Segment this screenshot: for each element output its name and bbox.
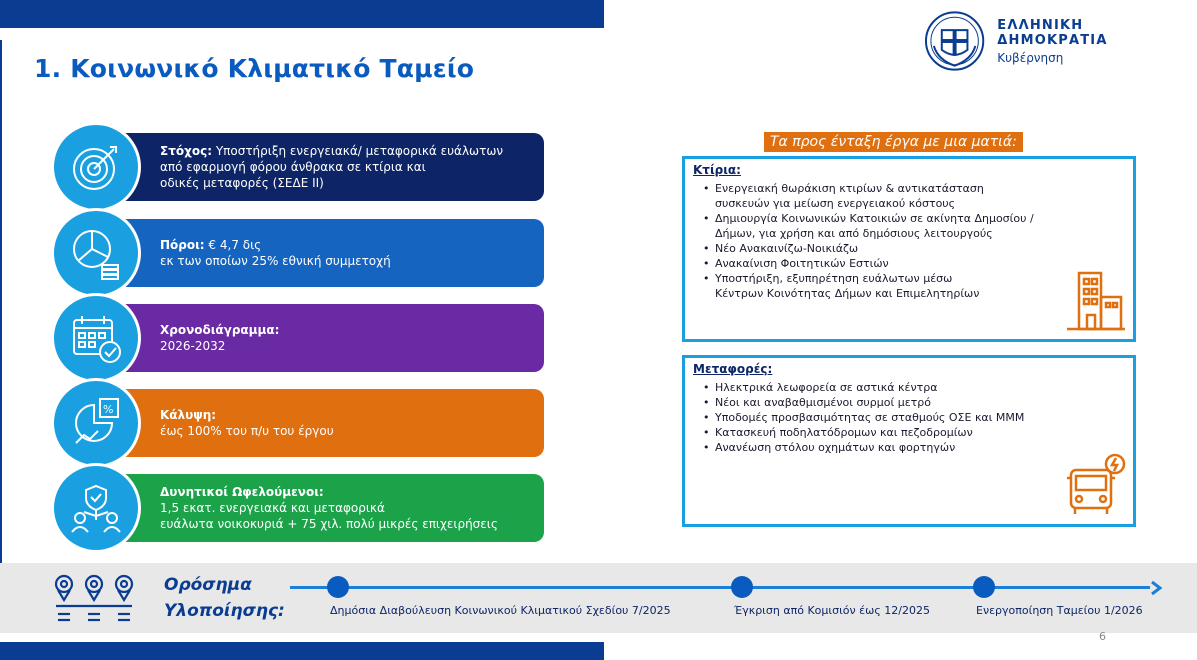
timeline-label-line1: Ορόσημα <box>164 575 252 595</box>
list-item: • Νέο Ανακαινίζω-Νοικιάζω <box>703 241 1073 256</box>
resources-band <box>102 219 544 287</box>
buildings-box <box>682 156 1136 342</box>
beneficiaries-band <box>102 474 544 542</box>
timeline-line <box>290 586 1150 589</box>
timeline-label <box>164 572 285 624</box>
list-item-continued: συσκευών για μείωση ενεργειακού κόστους <box>715 197 956 210</box>
people-shield-icon <box>54 466 138 550</box>
goal-line2: από εφαρμογή φόρου άνθρακα σε κτίρια και <box>160 160 426 174</box>
goal-line1: Υποστήριξη ενεργειακά/ μεταφορικά ευάλωτων <box>212 144 504 158</box>
transport-box <box>682 355 1136 527</box>
calendar-check-icon <box>54 296 138 380</box>
goal-row <box>54 133 544 201</box>
coverage-band <box>102 389 544 457</box>
list-item: • Δημιουργία Κοινωνικών Κατοικιών σε ακίνητα Δημοσίου / <box>703 211 1073 226</box>
goal-label: Στόχος: <box>160 144 212 158</box>
resources-line1: € 4,7 δις <box>204 238 262 252</box>
coverage-label: Κάλυψη: <box>160 408 217 422</box>
resources-label: Πόροι: <box>160 238 205 252</box>
electric-bus-icon <box>1063 452 1129 518</box>
list-item: • Ανακαίνιση Φοιτητικών Εστιών <box>703 256 1073 271</box>
beneficiaries-line2: 1,5 εκατ. ενεργειακά και μεταφορικά <box>160 501 385 515</box>
milestone-text: Ενεργοποίηση Ταμείου 1/2026 <box>976 604 1143 617</box>
list-item: • Ηλεκτρικά λεωφορεία σε αστικά κέντρα <box>703 380 1073 395</box>
target-icon <box>54 125 138 209</box>
goal-line3: οδικές μεταφορές (ΣΕΔΕ ΙΙ) <box>160 176 324 190</box>
list-item: • Υποστήριξη, εξυπηρέτηση ευάλωτων μέσω <box>703 271 1073 286</box>
beneficiaries-line3: ευάλωτα νοικοκυριά + 75 χιλ. πολύ μικρές επιχειρήσεις <box>160 517 498 531</box>
milestone-text: Δημόσια Διαβούλευση Κοινωνικού Κλιματικού Σχεδίου 7/2025 <box>330 604 671 617</box>
arrow-right-icon <box>1148 579 1166 597</box>
logo-title: ΕΛΛΗΝΙΚΗ ΔΗΜΟΚΡΑΤΙΑ <box>997 17 1108 48</box>
beneficiaries-row <box>54 474 544 542</box>
coverage-value: έως 100% του π/υ του έργου <box>160 424 334 438</box>
pie-percent-icon <box>54 381 138 465</box>
pie-coins-icon <box>54 211 138 295</box>
greek-seal-icon <box>924 10 985 72</box>
logo-subtitle: Κυβέρνηση <box>997 50 1064 65</box>
coverage-row <box>54 389 544 457</box>
building-icon <box>1063 267 1129 333</box>
buildings-list <box>703 181 1073 301</box>
list-item: • Κατασκευή ποδηλατόδρομων και πεζοδρομίων <box>703 425 1073 440</box>
list-item-continued: Κέντρων Κοινότητας Δήμων και Επιμελητηρίων <box>715 287 980 300</box>
goal-band <box>102 133 544 201</box>
glance-title: Τα προς ένταξη έργα με μια ματιά: <box>764 132 1023 152</box>
milestone-text: Έγκριση από Κομισιόν έως 12/2025 <box>734 604 930 617</box>
government-logo <box>924 10 1197 72</box>
list-item: • Υποδομές προσβασιμότητας σε σταθμούς ΟΣΕ και ΜΜΜ <box>703 410 1073 425</box>
list-item: • Νέοι και αναβαθμισμένοι συρμοί μετρό <box>703 395 1073 410</box>
list-item: • Ενεργειακή θωράκιση κτιρίων & αντικατάσταση <box>703 181 1073 196</box>
left-edge-line <box>0 40 2 620</box>
timeline-label-line2: Υλοποίησης: <box>164 601 285 621</box>
buildings-heading: Κτίρια: <box>693 163 741 177</box>
top-decor-bar <box>0 0 604 28</box>
svg-text:%: % <box>103 403 114 416</box>
page-title: 1. Κοινωνικό Κλιματικό Ταμείο <box>34 54 475 83</box>
page-number: 6 <box>1099 630 1106 643</box>
transport-list <box>703 380 1073 455</box>
milestone-dot <box>973 576 995 598</box>
resources-row <box>54 219 544 287</box>
list-item-continued: Δήμων, για χρήση και από δημόσιους λειτουργούς <box>715 227 993 240</box>
milestone-dot <box>731 576 753 598</box>
beneficiaries-label: Δυνητικοί Ωφελούμενοι: <box>160 485 324 499</box>
milestones-icon <box>52 572 136 628</box>
transport-heading: Μεταφορές: <box>693 362 773 376</box>
milestone-dot <box>327 576 349 598</box>
schedule-value: 2026-2032 <box>160 339 226 353</box>
timeline-row <box>54 304 544 372</box>
list-item: • Ανανέωση στόλου οχημάτων και φορτηγών <box>703 440 1073 455</box>
schedule-label: Χρονοδιάγραμμα: <box>160 323 280 337</box>
schedule-band <box>102 304 544 372</box>
resources-line2: εκ των οποίων 25% εθνική συμμετοχή <box>160 254 391 268</box>
bottom-decor-bar <box>0 642 604 660</box>
